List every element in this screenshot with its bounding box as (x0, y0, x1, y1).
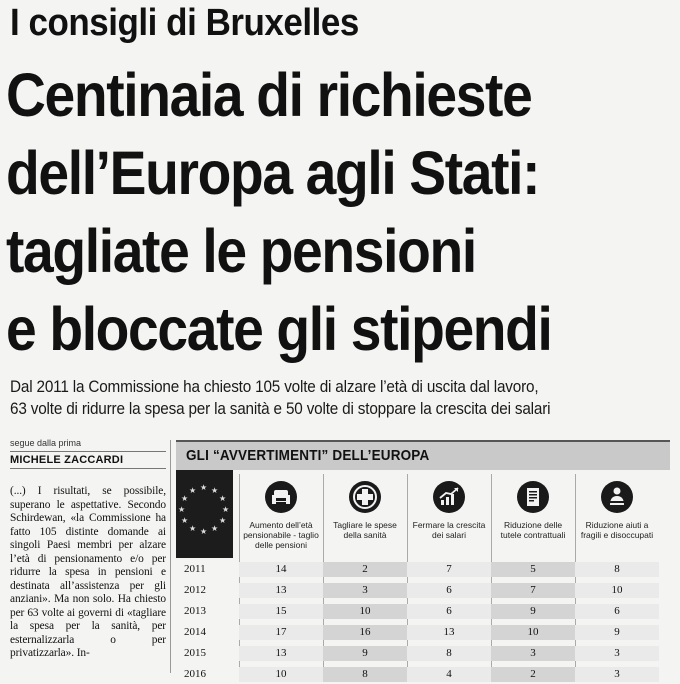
table-row (176, 665, 670, 684)
subheadline-line-1: Dal 2011 la Commissione ha chiesto 105 volte di alzare l’età di uscita dal lavoro, (10, 377, 539, 396)
table-cell: 5 (530, 563, 536, 575)
year-label: 2015 (184, 647, 206, 659)
eu-star-icon: ★ (219, 494, 227, 503)
table-cell: 10 (527, 626, 539, 638)
eu-star-icon: ★ (200, 483, 208, 492)
infographic-table (176, 440, 670, 680)
kicker-title: I consigli di Bruxelles (10, 2, 359, 44)
headline-line-4: e bloccate gli stipendi (6, 295, 552, 363)
table-cell: 3 (362, 584, 368, 596)
eu-star-icon: ★ (178, 505, 186, 514)
growth-chart-icon (432, 480, 466, 514)
table-cell: 13 (275, 584, 287, 596)
table-cell: 3 (614, 647, 620, 659)
table-row (176, 581, 670, 600)
table-cell: 7 (446, 563, 452, 575)
table-row (176, 560, 670, 579)
table-cell: 3 (614, 668, 620, 680)
category-label: Riduzione aiuti a fragili e disoccupati (580, 520, 654, 540)
eu-star-icon: ★ (211, 524, 219, 534)
table-cell: 10 (611, 584, 623, 596)
eu-star-icon: ★ (189, 485, 197, 495)
subheadline-line-2: 63 volte di ridurre la spesa per la sanità e 50 volte di stoppare la crescita dei salari (10, 399, 551, 418)
table-cell: 7 (530, 584, 536, 596)
table-row (176, 644, 670, 663)
table-row (176, 602, 670, 621)
category-label: Riduzione delle tutele contrattuali (500, 520, 566, 540)
year-label: 2014 (184, 626, 206, 638)
article-body: (...) I risultati, se possibile, superano le aspettative. Secondo Schirdewan, «la Commissione ha fatto 105 distinte domande ai singoli Paesi membri per alzare l’età di pensionamento e/o per ridurre la spesa in pensioni e destinata all’assistenza per gli anziani». Ma non solo. Ha chiesto per 63 volte ai governi di «tagliare la spesa per la sanità, per esternalizzarla o per privatizzarla». In- (10, 485, 166, 659)
eu-star-icon: ★ (180, 516, 189, 525)
medical-cross-icon (348, 480, 382, 514)
table-cell: 14 (275, 563, 287, 575)
table-row (176, 623, 670, 642)
year-label: 2016 (184, 668, 206, 680)
author-byline: MICHELE ZACCARDI (10, 451, 166, 469)
table-cell: 2 (530, 668, 536, 680)
eu-star-icon: ★ (219, 516, 227, 525)
headline-line-2: dell’Europa agli Stati: (6, 139, 540, 207)
table-cell: 9 (614, 626, 620, 638)
table-cell: 13 (443, 626, 455, 638)
continued-label: segue dalla prima (10, 438, 82, 448)
eu-star-icon: ★ (222, 505, 230, 514)
category-label: Fermare la crescita dei salari (412, 520, 486, 540)
table-cell: 9 (530, 605, 536, 617)
year-label: 2012 (184, 584, 206, 596)
category-label: Aumento dell’età pensionabile - taglio delle pensioni (243, 520, 319, 550)
table-cell: 2 (362, 563, 368, 575)
category-label: Tagliare le spese della sanità (333, 520, 397, 540)
column-divider (170, 440, 171, 673)
year-label: 2013 (184, 605, 206, 617)
eu-flag-icon (176, 470, 233, 558)
table-cell: 10 (359, 605, 371, 617)
eu-star-icon: ★ (211, 485, 219, 495)
eu-star-icon: ★ (200, 527, 208, 536)
table-cell: 17 (275, 626, 287, 638)
table-cell: 6 (614, 605, 620, 617)
person-icon (600, 480, 634, 514)
table-cell: 8 (614, 563, 620, 575)
armchair-icon (264, 480, 298, 514)
headline-line-1: Centinaia di richieste (6, 61, 532, 129)
table-cell: 13 (275, 647, 287, 659)
eu-star-icon: ★ (189, 524, 197, 534)
table-cell: 15 (275, 605, 287, 617)
table-cell: 9 (362, 647, 368, 659)
headline-line-3: tagliate le pensioni (6, 217, 476, 285)
subheadline (10, 376, 658, 420)
table-cell: 3 (530, 647, 536, 659)
table-cell: 8 (362, 668, 368, 680)
table-cell: 10 (275, 668, 287, 680)
table-cell: 4 (446, 668, 452, 680)
infographic-title: GLI “AVVERTIMENTI” DELL’EUROPA (176, 440, 670, 470)
eu-star-icon: ★ (180, 494, 189, 503)
table-cell: 16 (359, 626, 371, 638)
table-cell: 6 (446, 605, 452, 617)
year-label: 2011 (184, 563, 206, 575)
headline (6, 56, 658, 368)
contract-document-icon (516, 480, 550, 514)
article-column (10, 437, 166, 673)
table-cell: 6 (446, 584, 452, 596)
table-cell: 8 (446, 647, 452, 659)
